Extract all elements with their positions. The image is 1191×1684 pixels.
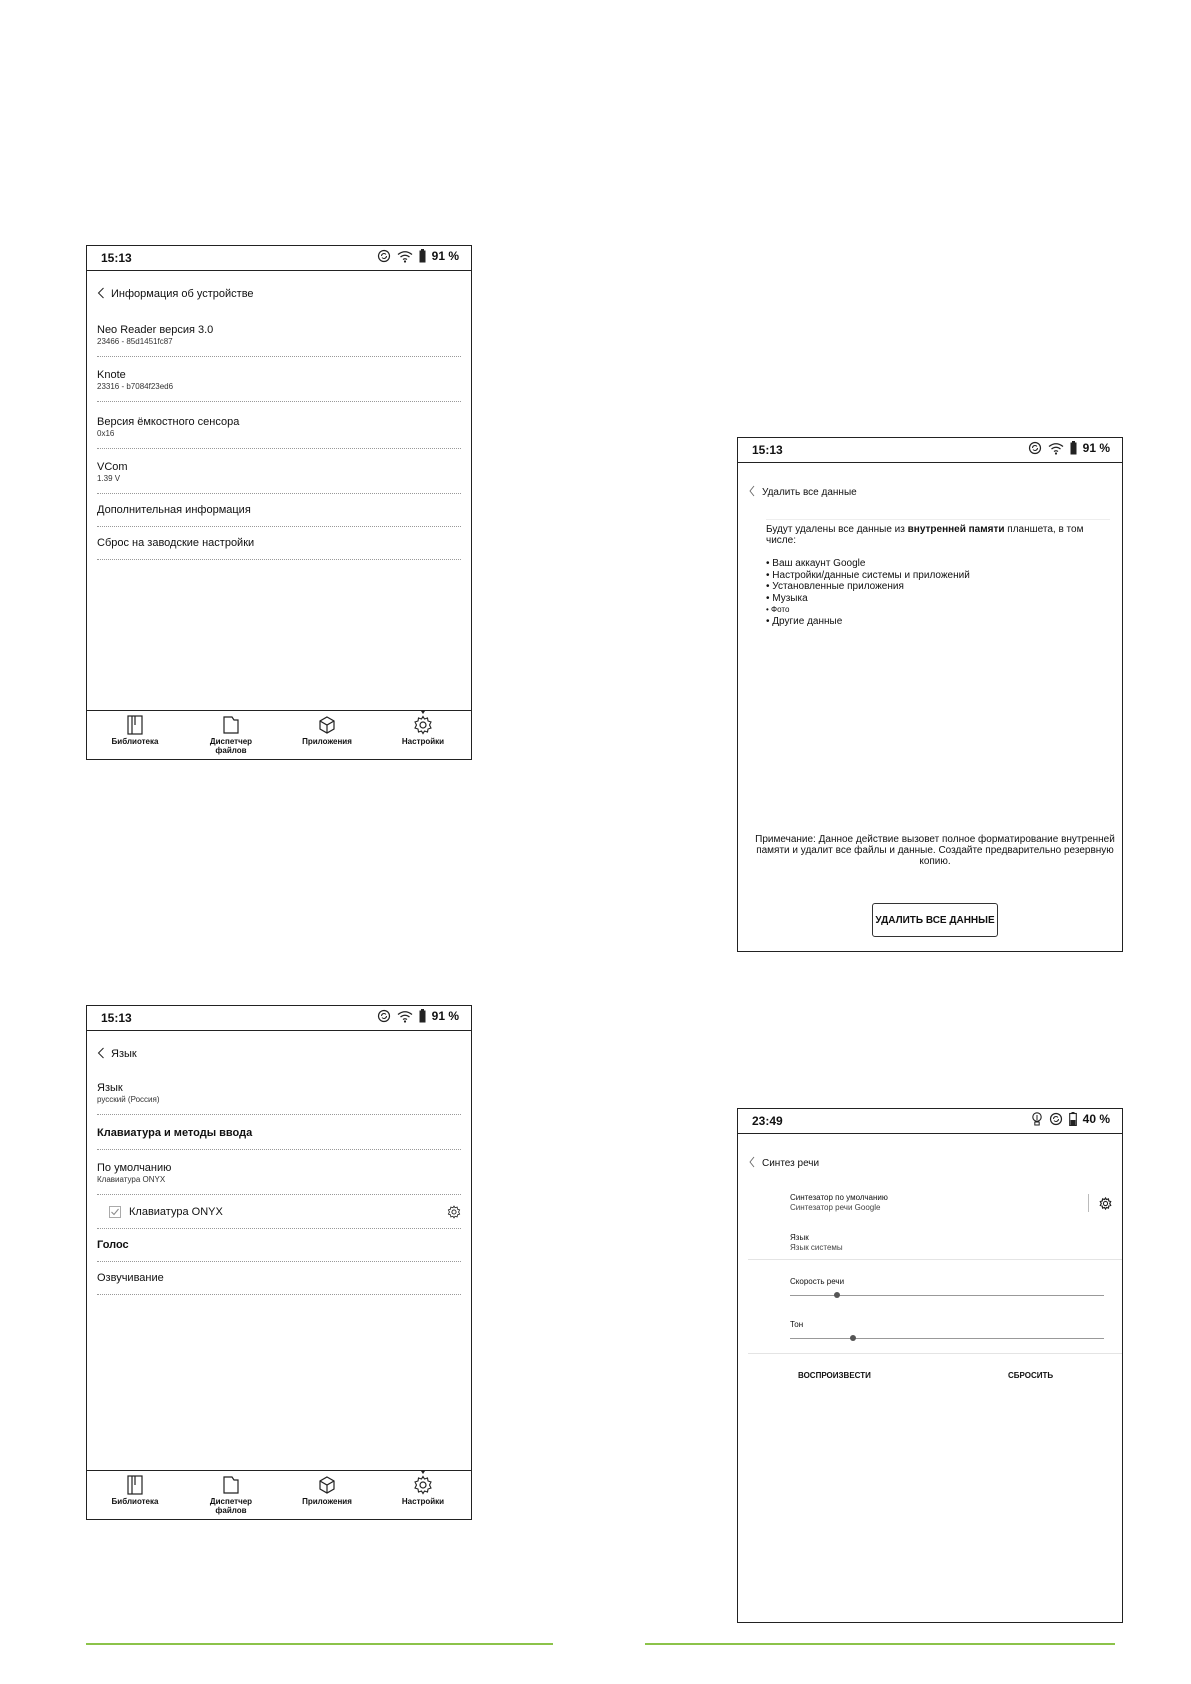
default-keyboard-item[interactable] [97,1150,461,1195]
item-label: Язык [790,1233,809,1242]
item-label: Сброс на заводские настройки [97,537,255,549]
language-item[interactable] [97,1073,461,1115]
voice-section-header [97,1229,461,1262]
status-time: 15:13 [101,1011,132,1025]
list-item: • Фото [766,605,790,614]
screen-language [86,1005,472,1520]
status-bar [87,1006,471,1031]
page-title: Синтез речи [762,1157,820,1169]
status-bar [738,1109,1122,1134]
separator [1088,1194,1089,1212]
battery-icon [419,1009,426,1023]
pitch-slider[interactable] [790,1331,1104,1347]
onyx-keyboard-item[interactable] [97,1195,461,1229]
gear-icon[interactable] [447,1205,461,1219]
item-label: VCom [97,461,128,473]
sync-icon [377,1009,391,1023]
item-label: Клавиатура ONYX [129,1205,223,1218]
wifi-icon [1048,442,1064,455]
page-divider-left [86,1643,553,1645]
checkbox-icon[interactable] [109,1206,121,1218]
page-header[interactable] [738,1148,1122,1178]
status-time: 15:13 [752,443,783,457]
status-time: 23:49 [752,1114,783,1128]
item-label: Дополнительная информация [97,504,251,516]
bottom-navigation [87,710,471,759]
nav-file-manager[interactable] [183,1471,279,1519]
item-label: Синтезатор по умолчанию [790,1193,888,1202]
gear-icon[interactable] [1099,1197,1112,1210]
list-item: • Музыка [766,592,808,604]
bottom-navigation [87,1470,471,1519]
cube-icon [318,1475,336,1495]
battery-icon [1070,441,1077,455]
slider-thumb[interactable] [850,1335,856,1341]
nav-label: Библиотека [111,1497,159,1506]
battery-percent: 91 % [431,1009,459,1023]
item-label: По умолчанию [97,1162,172,1174]
section-title: Клавиатура и методы ввода [97,1127,253,1139]
nav-apps[interactable] [279,711,375,759]
item-value: 23316 - b7084f23ed6 [97,382,174,391]
screen-tts [737,1108,1123,1623]
status-time: 15:13 [101,251,132,265]
back-icon[interactable] [97,287,111,302]
book-icon [126,715,144,735]
active-indicator [421,711,425,714]
keyboard-section-header [97,1115,461,1150]
cube-icon [318,715,336,735]
folder-icon [222,715,240,735]
item-value: 0x16 [97,429,115,438]
back-icon[interactable] [748,1156,762,1171]
intro-bold-text: внутренней памяти [907,524,1005,535]
screen-device-info [86,245,472,760]
intro-text-end: планшета, в том числе: [766,524,1084,546]
page-title: Язык [111,1048,137,1060]
list-item[interactable] [97,527,461,560]
language-item[interactable] [790,1233,1112,1253]
nav-label: Диспетчер файлов [209,1497,253,1515]
item-label: Knote [97,369,126,381]
item-value: 1.39 V [97,474,121,483]
battery-icon [419,249,426,263]
lightbulb-icon [1031,1112,1043,1126]
page-title: Информация об устройстве [111,288,254,300]
nav-label: Настройки [401,1497,445,1506]
erase-note: Примечание: Данное действие вызовет полное форматирование внутренней памяти и удалит все файлы и данные. Создайте предварительно резервную копию. [755,834,1115,867]
slider-thumb[interactable] [834,1292,840,1298]
erase-list [766,558,1122,627]
reset-button[interactable]: СБРОСИТЬ [1008,1371,1054,1380]
status-bar [87,246,471,271]
item-value: Синтезатор речи Google [790,1203,881,1212]
page-header[interactable] [738,477,1122,507]
play-button[interactable]: ВОСПРОИЗВЕСТИ [798,1371,871,1380]
nav-label: Приложения [302,737,352,746]
speech-rate-slider[interactable] [790,1288,1104,1304]
status-bar [738,438,1122,463]
divider [748,1353,1122,1354]
gear-icon [413,1475,433,1495]
item-value: русский (Россия) [97,1095,160,1104]
pitch-item [790,1320,1104,1347]
back-icon[interactable] [748,485,762,500]
nav-library[interactable] [87,1471,183,1519]
folder-icon [222,1475,240,1495]
battery-percent: 91 % [431,249,459,263]
item-label: Озвучивание [97,1272,164,1284]
nav-label: Диспетчер файлов [209,737,253,755]
list-item: • Установленные приложения [766,581,904,592]
nav-library[interactable] [87,711,183,759]
item-value: 23466 - 85d1451fc87 [97,337,173,346]
sync-icon [1028,441,1042,455]
item-label: Тон [790,1320,804,1329]
page-header[interactable] [87,279,471,309]
list-item: • Другие данные [766,615,843,627]
item-value: Клавиатура ONYX [97,1175,166,1184]
battery-percent: 40 % [1082,1112,1110,1126]
erase-all-button[interactable]: УДАЛИТЬ ВСЕ ДАННЫЕ [872,903,998,937]
engine-item[interactable] [790,1193,1112,1213]
item-value: Язык системы [790,1243,843,1252]
erase-intro [766,519,1110,546]
wifi-icon [397,250,413,263]
nav-label: Настройки [401,737,445,746]
divider [748,1259,1122,1260]
page-divider-right [645,1643,1115,1645]
nav-label: Приложения [302,1497,352,1506]
nav-settings[interactable] [375,1471,471,1519]
list-item[interactable] [97,315,461,357]
page-title: Удалить все данные [762,486,857,498]
section-title: Голос [97,1239,129,1251]
battery-icon [1069,1112,1077,1126]
list-item[interactable] [97,494,461,527]
nav-apps[interactable] [279,1471,375,1519]
item-label: Версия ёмкостного сенсора [97,416,240,428]
item-label: Язык [97,1082,123,1094]
nav-file-manager[interactable] [183,711,279,759]
sync-icon [377,249,391,263]
gear-icon [413,715,433,735]
item-label: Скорость речи [790,1277,845,1286]
list-item[interactable] [97,449,461,494]
nav-settings[interactable] [375,711,471,759]
intro-text: Будут удалены все данные из [766,524,908,535]
page-header[interactable] [87,1039,471,1069]
nav-label: Библиотека [111,737,159,746]
battery-percent: 91 % [1082,441,1110,455]
list-item[interactable] [97,357,461,402]
item-label: Neo Reader версия 3.0 [97,324,214,336]
list-item[interactable] [97,402,461,449]
slider-track [790,1338,1104,1339]
speech-rate-item [790,1277,1104,1304]
screen-erase-data [737,437,1123,952]
book-icon [126,1475,144,1495]
list-item: • Ваш аккаунт Google [766,558,866,569]
wifi-icon [397,1010,413,1023]
sync-icon [1049,1112,1063,1126]
tts-item[interactable] [97,1262,461,1295]
active-indicator [421,1471,425,1474]
back-icon[interactable] [97,1047,111,1062]
list-item: • Настройки/данные системы и приложений [766,569,970,581]
